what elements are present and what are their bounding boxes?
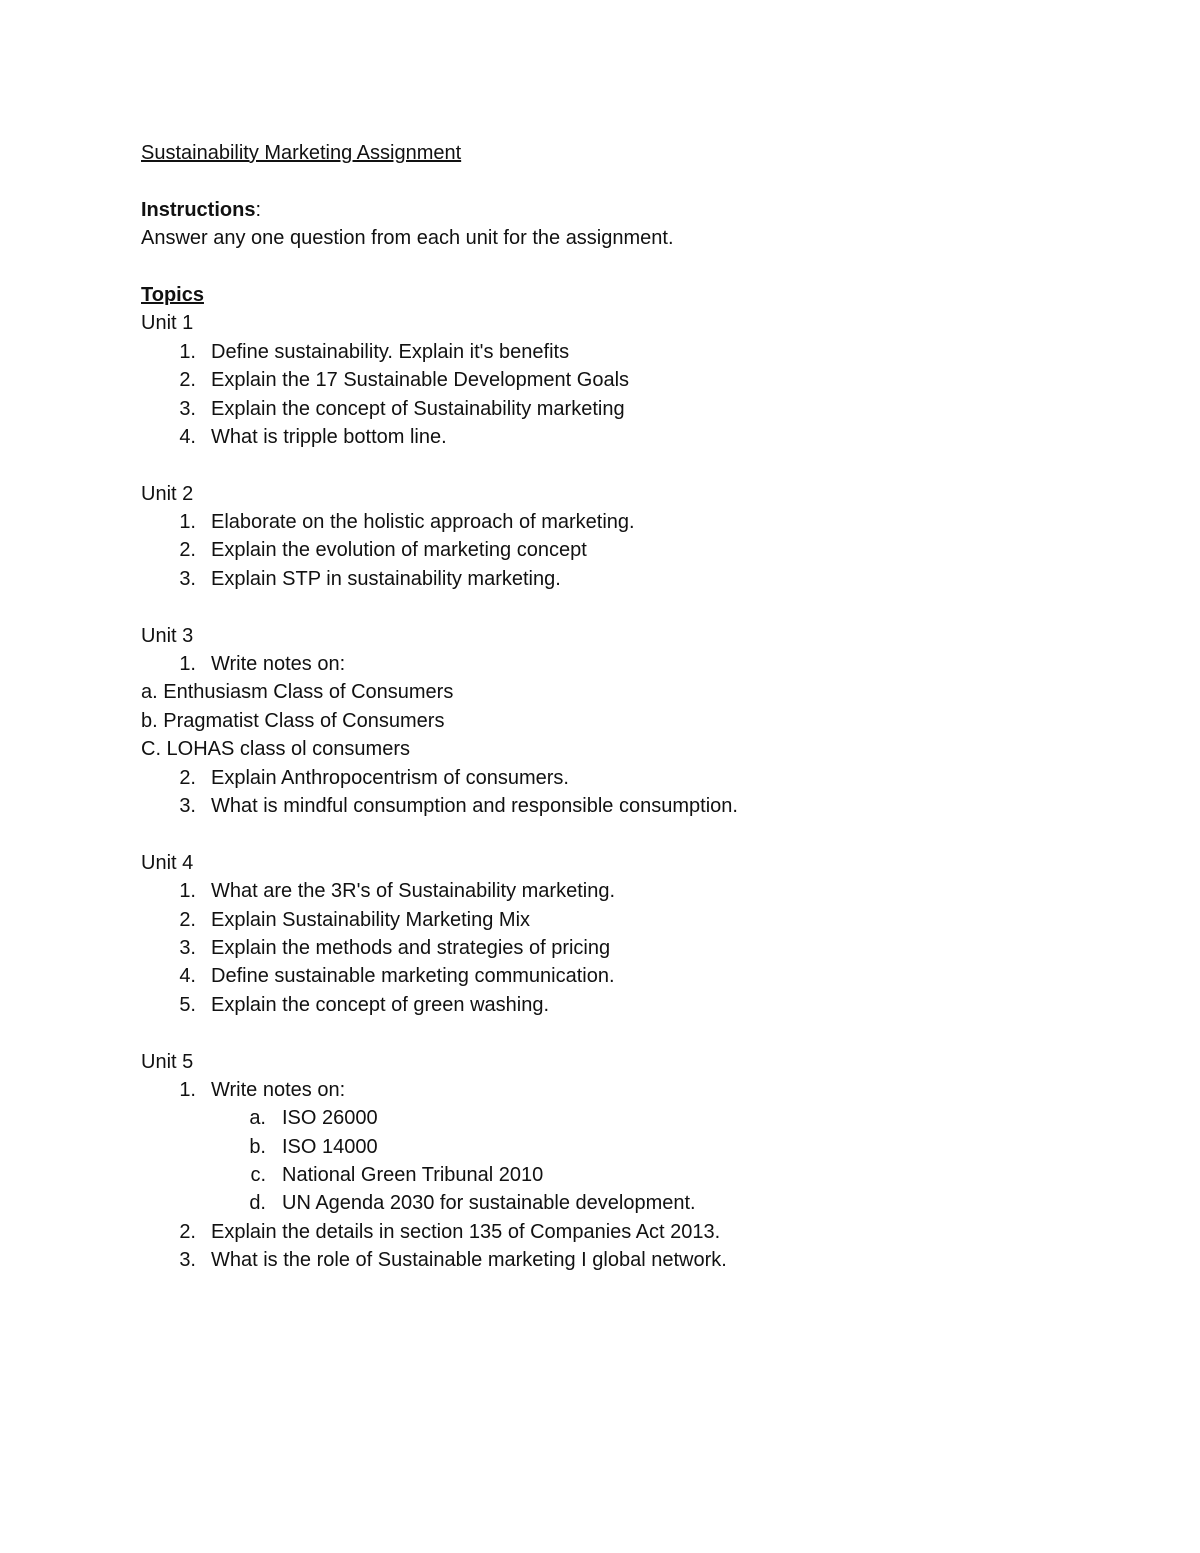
- unit-3-label: Unit 3: [141, 624, 194, 647]
- list-item: 1. What are the 3R's of Sustainability marketing.: [179, 880, 616, 903]
- list-item: 3. Explain the concept of Sustainability marketing: [179, 397, 625, 420]
- list-item: 1. Define sustainability. Explain it's benefits: [179, 340, 570, 363]
- sub-item: C. LOHAS class ol consumers: [141, 738, 410, 761]
- list-item: 4. Define sustainable marketing communication.: [179, 965, 615, 988]
- sub-item: c. National Green Tribunal 2010: [250, 1164, 544, 1187]
- document-page: [141, 139, 1041, 1275]
- list-item: 1. Write notes on:: [179, 653, 346, 676]
- instructions-heading: Instructions:: [141, 198, 262, 221]
- instructions-label: Instructions: [141, 198, 256, 221]
- document-title: Sustainability Marketing Assignment: [141, 142, 462, 164]
- unit-1-label: Unit 1: [141, 312, 194, 335]
- list-item: 2. Explain the evolution of marketing concept: [179, 539, 587, 562]
- list-item: 2. Explain the 17 Sustainable Development Goals: [179, 369, 630, 392]
- list-item: 2. Explain Sustainability Marketing Mix: [179, 908, 531, 931]
- sub-item: a. ISO 26000: [249, 1107, 378, 1130]
- sub-item: b. Pragmatist Class of Consumers: [141, 709, 445, 732]
- unit-2-label: Unit 2: [141, 482, 194, 505]
- sub-item: b. ISO 14000: [249, 1135, 378, 1158]
- topics-heading: Topics: [141, 283, 204, 306]
- list-item: 4. What is tripple bottom line.: [179, 425, 447, 448]
- instructions-text: Answer any one question from each unit for the assignment.: [141, 227, 674, 250]
- list-item: 2. Explain the details in section 135 of Companies Act 2013.: [179, 1220, 721, 1243]
- list-item: 1. Write notes on:: [179, 1078, 346, 1101]
- unit-5-label: Unit 5: [141, 1050, 194, 1073]
- list-item: 3. What is the role of Sustainable marketing I global network.: [179, 1249, 727, 1272]
- unit-4-label: Unit 4: [141, 851, 194, 874]
- list-item: 2. Explain Anthropocentrism of consumers.: [179, 766, 569, 789]
- list-item: 3. Explain STP in sustainability marketing.: [179, 567, 561, 590]
- list-item: 3. What is mindful consumption and responsible consumption.: [179, 794, 738, 817]
- sub-item: d. UN Agenda 2030 for sustainable development.: [249, 1192, 696, 1215]
- list-item: 1. Elaborate on the holistic approach of marketing.: [179, 511, 635, 534]
- sub-item: a. Enthusiasm Class of Consumers: [141, 681, 454, 704]
- list-item: 5. Explain the concept of green washing.: [179, 993, 549, 1016]
- list-item: 3. Explain the methods and strategies of pricing: [179, 936, 611, 959]
